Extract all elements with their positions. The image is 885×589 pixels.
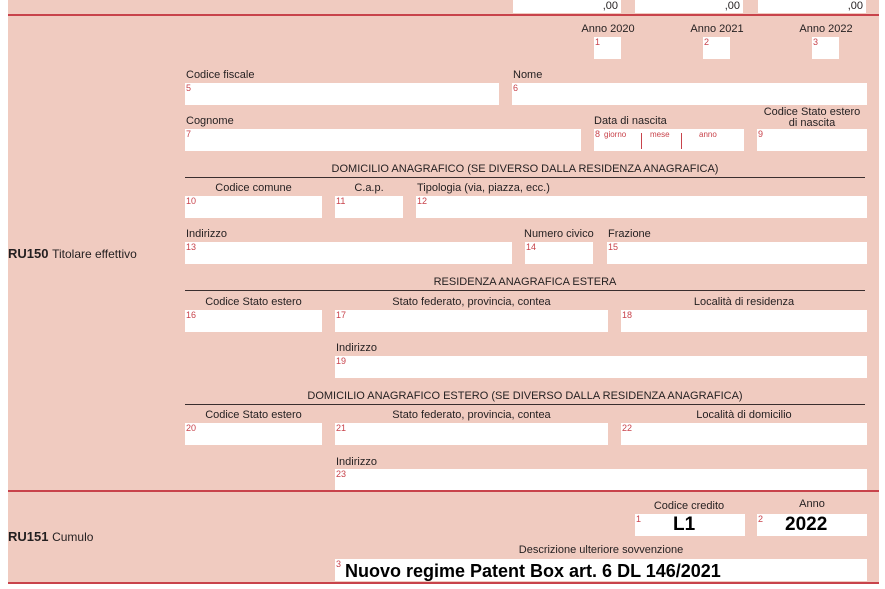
codice-credito-value: L1 (673, 514, 696, 535)
year-label-2021: Anno 2021 (690, 23, 744, 35)
cap-field[interactable]: 11 (335, 196, 403, 218)
year-field-2022[interactable]: 3 (812, 37, 839, 59)
descrizione-field[interactable]: 3 Nuovo regime Patent Box art. 6 DL 146/2021 (335, 559, 867, 581)
section-rule (185, 290, 865, 291)
indirizzo-estero-label: Indirizzo (336, 342, 377, 354)
stato-federato-label: Stato federato, provincia, contea (392, 296, 551, 308)
ru150-heading (8, 246, 137, 261)
year-field-2021[interactable]: 2 (703, 37, 730, 59)
indirizzo-dom-estero-field[interactable]: 23 (335, 469, 867, 491)
date-separator (681, 133, 682, 149)
domicilio-estero-section-title: DOMICILIO ANAGRAFICO ESTERO (SE DIVERSO DALLA RESIDENZA ANAGRAFICA) (307, 390, 743, 402)
year-label-2022: Anno 2022 (799, 23, 853, 35)
ru151-heading (8, 529, 93, 544)
numero-civico-label: Numero civico (524, 228, 594, 240)
anno-field[interactable]: 2 2022 (757, 514, 867, 536)
stato-federato-field[interactable]: 17 (335, 310, 608, 332)
data-nascita-label: Data di nascita (594, 115, 667, 127)
indirizzo-estero-field[interactable]: 19 (335, 356, 867, 378)
data-nascita-field[interactable]: 8 giorno mese anno (594, 129, 744, 151)
amount-field-2021[interactable]: ,00 (635, 0, 743, 13)
ru151-title: Cumulo (52, 530, 94, 544)
indirizzo-label: Indirizzo (186, 228, 227, 240)
codice-stato-estero-nascita-label: Codice Stato estero di nascita (763, 106, 861, 129)
residenza-estera-section-title: RESIDENZA ANAGRAFICA ESTERA (433, 276, 617, 288)
date-separator (641, 133, 642, 149)
stato-federato-dom-label: Stato federato, provincia, contea (392, 409, 551, 421)
anno-value: 2022 (785, 514, 828, 535)
row-divider-top (8, 14, 879, 16)
mese-sublabel: mese (650, 130, 670, 139)
localita-residenza-label: Località di residenza (693, 296, 795, 308)
nome-label: Nome (513, 69, 543, 81)
cognome-field[interactable]: 7 (185, 129, 581, 151)
section-rule (185, 177, 865, 178)
descrizione-label: Descrizione ulteriore sovvenzione (518, 544, 684, 556)
codice-credito-field[interactable]: 1 L1 (635, 514, 745, 536)
localita-residenza-field[interactable]: 18 (621, 310, 867, 332)
codice-comune-field[interactable]: 10 (185, 196, 322, 218)
localita-domicilio-label: Località di domicilio (696, 409, 792, 421)
codice-stato-estero-label: Codice Stato estero (205, 296, 302, 308)
codice-stato-estero-dom-label: Codice Stato estero (205, 409, 302, 421)
anno-label: Anno (799, 498, 825, 510)
tipologia-field[interactable]: 12 (416, 196, 867, 218)
frazione-field[interactable]: 15 (607, 242, 867, 264)
stato-federato-dom-field[interactable]: 21 (335, 423, 608, 445)
year-label-2020: Anno 2020 (581, 23, 635, 35)
amount-field-2022[interactable]: ,00 (758, 0, 866, 13)
domicilio-section-title: DOMICILIO ANAGRAFICO (SE DIVERSO DALLA RESIDENZA ANAGRAFICA) (331, 163, 719, 175)
cognome-label: Cognome (186, 115, 234, 127)
section-rule (185, 404, 865, 405)
tipologia-label: Tipologia (via, piazza, ecc.) (417, 182, 550, 194)
codice-credito-label: Codice credito (653, 500, 725, 512)
codice-stato-estero-field[interactable]: 16 (185, 310, 322, 332)
ru150-code: RU150 (8, 246, 49, 261)
indirizzo-dom-estero-label: Indirizzo (336, 456, 377, 468)
ru150-title: Titolare effettivo (52, 247, 137, 261)
ru151-code: RU151 (8, 529, 49, 544)
indirizzo-field[interactable]: 13 (185, 242, 512, 264)
row-divider-ru151 (8, 490, 879, 492)
year-field-2020[interactable]: 1 (594, 37, 621, 59)
numero-civico-field[interactable]: 14 (525, 242, 593, 264)
cap-label: C.a.p. (354, 182, 384, 194)
codice-comune-label: Codice comune (215, 182, 292, 194)
descrizione-value: Nuovo regime Patent Box art. 6 DL 146/2021 (345, 561, 721, 581)
giorno-sublabel: giorno (604, 130, 627, 139)
frazione-label: Frazione (608, 228, 651, 240)
nome-field[interactable]: 6 (512, 83, 867, 105)
amount-field-2020[interactable]: ,00 (513, 0, 621, 13)
codice-fiscale-field[interactable]: 5 (185, 83, 499, 105)
anno-sublabel: anno (699, 130, 717, 139)
localita-domicilio-field[interactable]: 22 (621, 423, 867, 445)
codice-stato-estero-dom-field[interactable]: 20 (185, 423, 322, 445)
codice-stato-estero-nascita-field[interactable]: 9 (757, 129, 867, 151)
row-divider-bottom (8, 582, 879, 584)
codice-fiscale-label: Codice fiscale (186, 69, 255, 81)
